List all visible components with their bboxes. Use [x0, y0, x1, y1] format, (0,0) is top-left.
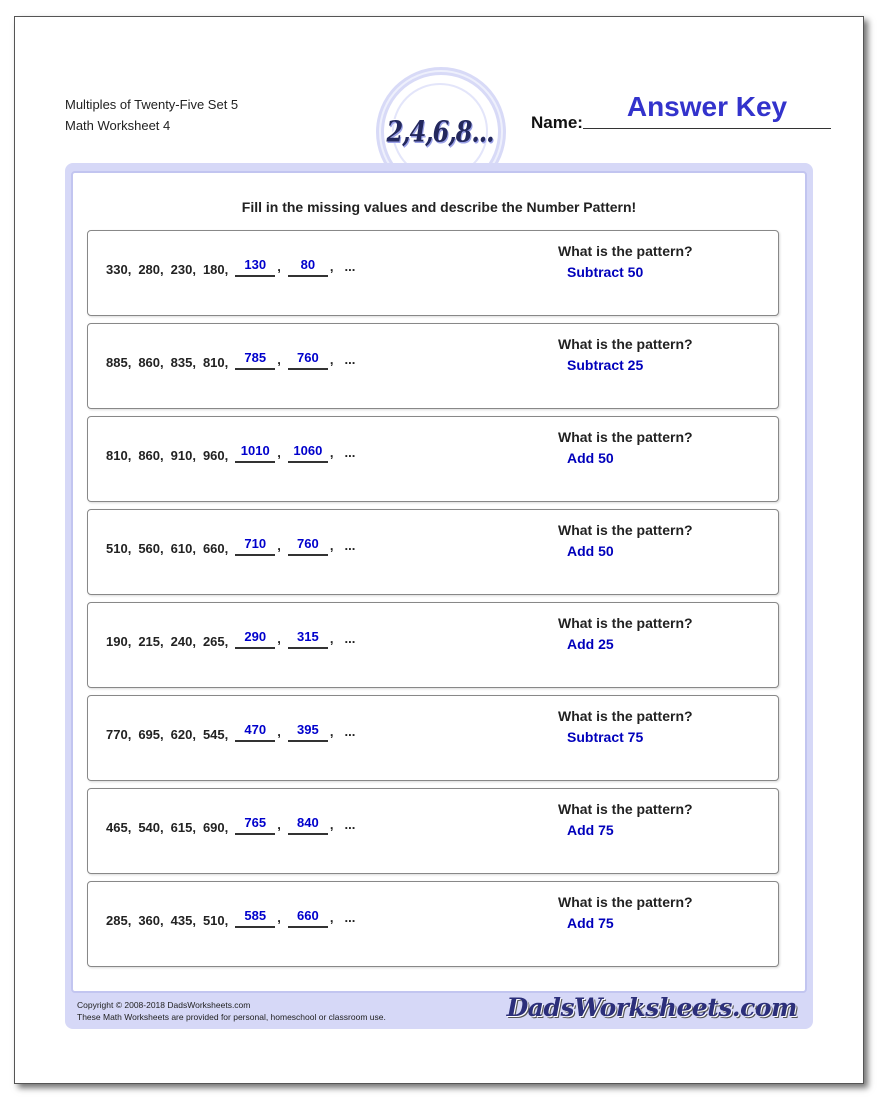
worksheet-subtitle: Math Worksheet 4: [65, 118, 171, 133]
missing-value-2[interactable]: 315: [288, 629, 328, 649]
sequence-number: 690,: [202, 820, 229, 835]
sequence-number: 435,: [170, 913, 196, 928]
comma-separator: ,: [329, 631, 334, 646]
pattern-answer[interactable]: Add 25: [567, 636, 614, 652]
problem-box: [87, 788, 779, 874]
sequence-number: 215,: [138, 634, 164, 649]
sequence-number: 265,: [202, 634, 229, 649]
problem-box: [87, 602, 779, 688]
comma-separator: ,: [329, 538, 334, 553]
number-sequence: [106, 908, 355, 928]
comma-separator: ,: [277, 538, 281, 553]
name-underline: [583, 128, 831, 129]
pattern-answer[interactable]: Add 50: [567, 450, 614, 466]
ellipsis: ...: [344, 352, 356, 367]
sequence-number: 510,: [202, 913, 229, 928]
comma-separator: ,: [329, 352, 334, 367]
comma-separator: ,: [277, 445, 281, 460]
sequence-number: 540,: [138, 820, 164, 835]
missing-value-1[interactable]: 585: [235, 908, 275, 928]
sequence-number: 885,: [106, 355, 132, 370]
comma-separator: ,: [277, 352, 281, 367]
sequence-number: 465,: [106, 820, 132, 835]
sequence-number: 810,: [106, 448, 132, 463]
logo-text: 2,4,6,8...: [386, 113, 494, 149]
number-sequence: [106, 722, 355, 742]
comma-separator: ,: [277, 631, 281, 646]
sequence-number: 835,: [170, 355, 196, 370]
comma-separator: ,: [277, 259, 281, 274]
comma-separator: ,: [329, 259, 334, 274]
sequence-number: 860,: [138, 448, 164, 463]
number-sequence: [106, 350, 355, 370]
comma-separator: ,: [329, 817, 334, 832]
footer-text: [77, 999, 386, 1023]
sequence-number: 660,: [202, 541, 229, 556]
worksheet-frame: [65, 163, 813, 1029]
sequence-number: 330,: [106, 262, 132, 277]
ellipsis: ...: [344, 724, 356, 739]
pattern-answer[interactable]: Subtract 25: [567, 357, 644, 373]
number-sequence: [106, 443, 355, 463]
number-sequence: [106, 629, 355, 649]
missing-value-1[interactable]: 290: [235, 629, 275, 649]
problem-box: [87, 230, 779, 316]
comma-separator: ,: [277, 817, 281, 832]
missing-value-1[interactable]: 785: [235, 350, 275, 370]
answer-key-title: Answer Key: [626, 91, 788, 122]
pattern-answer[interactable]: Add 75: [567, 915, 614, 931]
missing-value-1[interactable]: 1010: [235, 443, 275, 463]
name-label: Name:: [531, 113, 583, 132]
problem-box: [87, 416, 779, 502]
missing-value-1[interactable]: 470: [235, 722, 275, 742]
sequence-number: 280,: [138, 262, 164, 277]
sequence-number: 810,: [202, 355, 229, 370]
usage-notice: These Math Worksheets are provided for personal, homeschool or classroom use.: [77, 1012, 386, 1022]
sequence-number: 960,: [202, 448, 229, 463]
comma-separator: ,: [329, 445, 334, 460]
ellipsis: ...: [344, 259, 356, 274]
pattern-question: What is the pattern?: [558, 336, 693, 352]
problem-box: [87, 509, 779, 595]
missing-value-2[interactable]: 760: [288, 350, 328, 370]
brand-logo: DadsWorksheets.com: [506, 993, 797, 1022]
sequence-number: 180,: [202, 262, 229, 277]
sequence-number: 510,: [106, 541, 132, 556]
sequence-number: 615,: [170, 820, 196, 835]
number-sequence: [106, 536, 355, 556]
problem-box: [87, 881, 779, 967]
sequence-number: 695,: [138, 727, 164, 742]
missing-value-2[interactable]: 660: [288, 908, 328, 928]
number-sequence: [106, 815, 355, 835]
problems-panel: [71, 171, 807, 993]
pattern-answer[interactable]: Subtract 75: [567, 729, 644, 745]
sequence-number: 910,: [170, 448, 196, 463]
pattern-question: What is the pattern?: [558, 615, 693, 631]
sequence-number: 360,: [138, 913, 164, 928]
missing-value-2[interactable]: 395: [288, 722, 328, 742]
worksheet-page: [14, 16, 864, 1084]
ellipsis: ...: [344, 817, 356, 832]
missing-value-2[interactable]: 760: [288, 536, 328, 556]
sequence-number: 620,: [170, 727, 196, 742]
missing-value-2[interactable]: 1060: [288, 443, 328, 463]
pattern-question: What is the pattern?: [558, 894, 693, 910]
sequence-number: 770,: [106, 727, 132, 742]
missing-value-1[interactable]: 130: [235, 257, 275, 277]
sequence-number: 285,: [106, 913, 132, 928]
pattern-question: What is the pattern?: [558, 522, 693, 538]
ellipsis: ...: [344, 445, 356, 460]
sequence-number: 230,: [170, 262, 196, 277]
comma-separator: ,: [277, 910, 281, 925]
sequence-number: 240,: [170, 634, 196, 649]
ellipsis: ...: [344, 910, 356, 925]
problem-box: [87, 695, 779, 781]
pattern-answer[interactable]: Add 75: [567, 822, 614, 838]
problem-box: [87, 323, 779, 409]
pattern-answer[interactable]: Subtract 50: [567, 264, 644, 280]
pattern-answer[interactable]: Add 50: [567, 543, 614, 559]
pattern-question: What is the pattern?: [558, 429, 693, 445]
missing-value-1[interactable]: 765: [235, 815, 275, 835]
number-sequence: [106, 257, 355, 277]
ellipsis: ...: [344, 538, 356, 553]
pattern-question: What is the pattern?: [558, 243, 693, 259]
comma-separator: ,: [329, 910, 334, 925]
worksheet-title: Multiples of Twenty-Five Set 5: [65, 97, 239, 112]
copyright-text: Copyright © 2008-2018 DadsWorksheets.com: [77, 1000, 251, 1010]
sequence-number: 860,: [138, 355, 164, 370]
sequence-number: 560,: [138, 541, 164, 556]
pattern-question: What is the pattern?: [558, 708, 693, 724]
sequence-number: 190,: [106, 634, 132, 649]
instructions: Fill in the missing values and describe the Number Pattern!: [241, 199, 637, 215]
sequence-number: 610,: [170, 541, 196, 556]
pattern-question: What is the pattern?: [558, 801, 693, 817]
sequence-number: 545,: [202, 727, 229, 742]
comma-separator: ,: [329, 724, 334, 739]
comma-separator: ,: [277, 724, 281, 739]
missing-value-2[interactable]: 80: [288, 257, 328, 277]
ellipsis: ...: [344, 631, 356, 646]
missing-value-1[interactable]: 710: [235, 536, 275, 556]
missing-value-2[interactable]: 840: [288, 815, 328, 835]
